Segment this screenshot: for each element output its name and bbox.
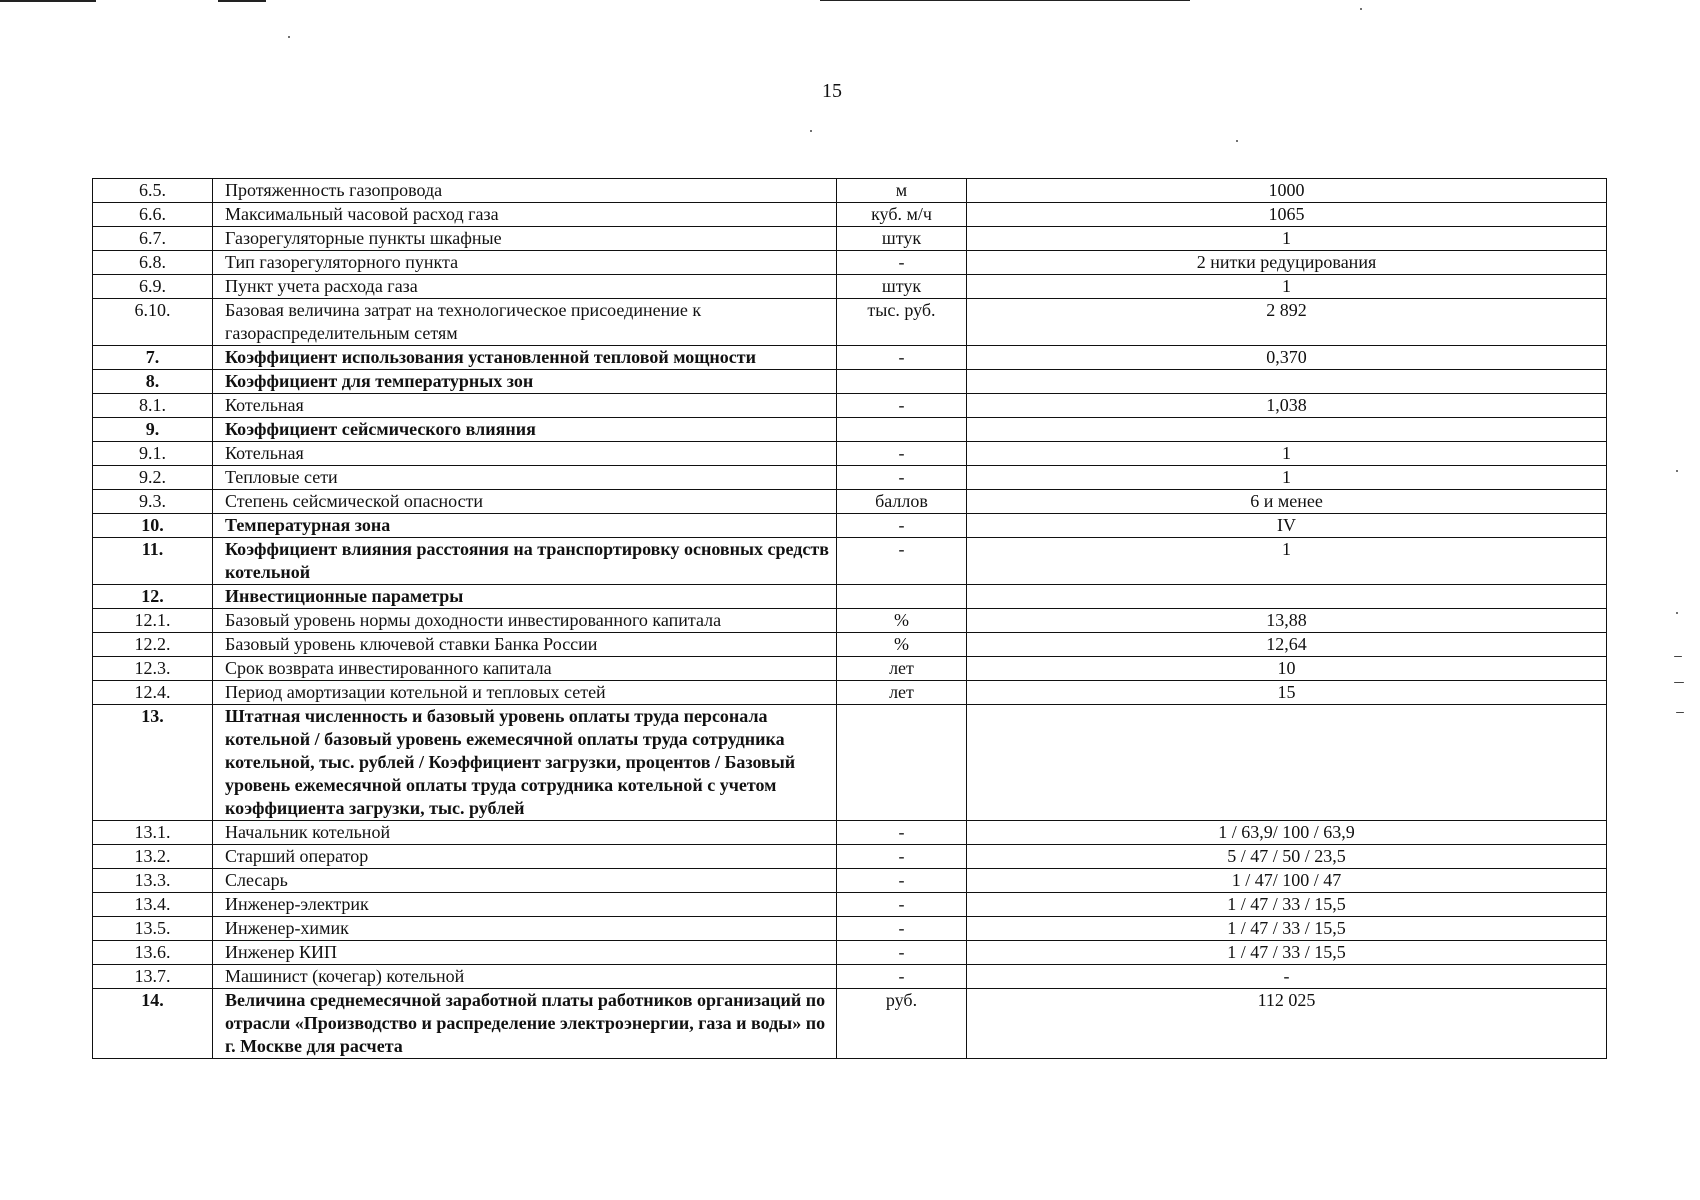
table-row — [93, 657, 1607, 681]
unit-cell: тыс. руб. — [837, 299, 967, 346]
parameter-name-cell: Инженер КИП — [213, 941, 837, 965]
scan-edge-rule — [0, 0, 96, 2]
value-cell: 1 — [967, 275, 1607, 299]
row-number-cell: 12.3. — [93, 657, 213, 681]
value-cell: 13,88 — [967, 609, 1607, 633]
unit-cell: % — [837, 609, 967, 633]
scan-edge-rule — [820, 0, 1190, 1]
table-row — [93, 394, 1607, 418]
parameter-name-cell: Величина среднемесячной заработной платы работников организаций по отрасли «Производство и распределение электроэнергии, газа и воды» по г. Москве для расчета — [213, 989, 837, 1059]
value-cell: IV — [967, 514, 1607, 538]
row-number-cell: 6.8. — [93, 251, 213, 275]
table-row — [93, 275, 1607, 299]
table-row — [93, 633, 1607, 657]
value-cell — [967, 585, 1607, 609]
unit-cell: - — [837, 442, 967, 466]
value-cell: 1 — [967, 442, 1607, 466]
unit-cell: штук — [837, 275, 967, 299]
row-number-cell: 14. — [93, 989, 213, 1059]
value-cell: 112 025 — [967, 989, 1607, 1059]
scan-speck — [1674, 682, 1684, 683]
value-cell: 1 / 47 / 33 / 15,5 — [967, 893, 1607, 917]
table-row — [93, 227, 1607, 251]
value-cell: 1 — [967, 538, 1607, 585]
parameter-name-cell: Базовый уровень нормы доходности инвестированного капитала — [213, 609, 837, 633]
table-row — [93, 609, 1607, 633]
table-row — [93, 203, 1607, 227]
scan-speck — [1236, 140, 1238, 142]
unit-cell: - — [837, 821, 967, 845]
row-number-cell: 9.3. — [93, 490, 213, 514]
unit-cell: - — [837, 514, 967, 538]
table-row — [93, 251, 1607, 275]
parameter-name-cell: Срок возврата инвестированного капитала — [213, 657, 837, 681]
unit-cell: штук — [837, 227, 967, 251]
value-cell: 6 и менее — [967, 490, 1607, 514]
parameter-name-cell: Степень сейсмической опасности — [213, 490, 837, 514]
row-number-cell: 13.1. — [93, 821, 213, 845]
scan-speck — [1676, 712, 1684, 713]
value-cell: 1 — [967, 466, 1607, 490]
table-row — [93, 538, 1607, 585]
row-number-cell: 6.9. — [93, 275, 213, 299]
scan-speck — [1676, 612, 1678, 614]
row-number-cell: 9.1. — [93, 442, 213, 466]
table-row — [93, 941, 1607, 965]
parameter-name-cell: Тип газорегуляторного пункта — [213, 251, 837, 275]
row-number-cell: 9.2. — [93, 466, 213, 490]
unit-cell: % — [837, 633, 967, 657]
table-row — [93, 514, 1607, 538]
table-row — [93, 179, 1607, 203]
table-row — [93, 466, 1607, 490]
table-row — [93, 821, 1607, 845]
row-number-cell: 12.4. — [93, 681, 213, 705]
row-number-cell: 13.4. — [93, 893, 213, 917]
parameter-name-cell: Коэффициент сейсмического влияния — [213, 418, 837, 442]
row-number-cell: 13.7. — [93, 965, 213, 989]
table-row — [93, 893, 1607, 917]
scan-speck — [810, 130, 812, 132]
parameter-name-cell: Слесарь — [213, 869, 837, 893]
unit-cell: - — [837, 845, 967, 869]
unit-cell: - — [837, 893, 967, 917]
row-number-cell: 12. — [93, 585, 213, 609]
parameter-name-cell: Котельная — [213, 394, 837, 418]
value-cell: 1 — [967, 227, 1607, 251]
parameter-name-cell: Температурная зона — [213, 514, 837, 538]
table-row — [93, 989, 1607, 1059]
scan-edge-rule — [218, 0, 266, 2]
value-cell: 0,370 — [967, 346, 1607, 370]
parameter-name-cell: Коэффициент влияния расстояния на транспортировку основных средств котельной — [213, 538, 837, 585]
value-cell: 1000 — [967, 179, 1607, 203]
table-row — [93, 370, 1607, 394]
value-cell — [967, 418, 1607, 442]
row-number-cell: 7. — [93, 346, 213, 370]
unit-cell: - — [837, 251, 967, 275]
unit-cell — [837, 370, 967, 394]
parameter-name-cell: Машинист (кочегар) котельной — [213, 965, 837, 989]
value-cell: 1 / 47 / 33 / 15,5 — [967, 917, 1607, 941]
unit-cell — [837, 705, 967, 821]
row-number-cell: 13. — [93, 705, 213, 821]
unit-cell: - — [837, 538, 967, 585]
row-number-cell: 9. — [93, 418, 213, 442]
row-number-cell: 13.3. — [93, 869, 213, 893]
unit-cell: - — [837, 869, 967, 893]
row-number-cell: 13.6. — [93, 941, 213, 965]
table-row — [93, 705, 1607, 821]
parameter-name-cell: Тепловые сети — [213, 466, 837, 490]
value-cell: 12,64 — [967, 633, 1607, 657]
table-row — [93, 869, 1607, 893]
table-row — [93, 490, 1607, 514]
parameter-name-cell: Инженер-химик — [213, 917, 837, 941]
unit-cell: - — [837, 466, 967, 490]
unit-cell — [837, 585, 967, 609]
value-cell: 2 892 — [967, 299, 1607, 346]
value-cell: 5 / 47 / 50 / 23,5 — [967, 845, 1607, 869]
unit-cell: - — [837, 917, 967, 941]
unit-cell: куб. м/ч — [837, 203, 967, 227]
row-number-cell: 8. — [93, 370, 213, 394]
scan-speck — [288, 36, 290, 38]
parameter-name-cell: Начальник котельной — [213, 821, 837, 845]
row-number-cell: 8.1. — [93, 394, 213, 418]
scan-speck — [1360, 8, 1362, 10]
table-row — [93, 418, 1607, 442]
row-number-cell: 12.1. — [93, 609, 213, 633]
unit-cell: баллов — [837, 490, 967, 514]
row-number-cell: 6.10. — [93, 299, 213, 346]
row-number-cell: 10. — [93, 514, 213, 538]
unit-cell: лет — [837, 681, 967, 705]
row-number-cell: 13.2. — [93, 845, 213, 869]
table-row — [93, 965, 1607, 989]
value-cell: 1 / 47 / 33 / 15,5 — [967, 941, 1607, 965]
unit-cell — [837, 418, 967, 442]
row-number-cell: 12.2. — [93, 633, 213, 657]
row-number-cell: 6.6. — [93, 203, 213, 227]
parameter-name-cell: Котельная — [213, 442, 837, 466]
value-cell: 2 нитки редуцирования — [967, 251, 1607, 275]
row-number-cell: 11. — [93, 538, 213, 585]
value-cell — [967, 705, 1607, 821]
parameter-name-cell: Инженер-электрик — [213, 893, 837, 917]
row-number-cell: 6.5. — [93, 179, 213, 203]
table-row — [93, 346, 1607, 370]
table-row — [93, 917, 1607, 941]
unit-cell: - — [837, 965, 967, 989]
parameters-table-body — [93, 179, 1607, 1059]
row-number-cell: 13.5. — [93, 917, 213, 941]
table-row — [93, 845, 1607, 869]
table-row — [93, 299, 1607, 346]
value-cell: 1 / 47/ 100 / 47 — [967, 869, 1607, 893]
parameter-name-cell: Старший оператор — [213, 845, 837, 869]
parameter-name-cell: Газорегуляторные пункты шкафные — [213, 227, 837, 251]
page-number: 15 — [822, 80, 842, 102]
value-cell: 1,038 — [967, 394, 1607, 418]
parameter-name-cell: Базовая величина затрат на технологическое присоединение к газораспределительным сетям — [213, 299, 837, 346]
parameter-name-cell: Инвестиционные параметры — [213, 585, 837, 609]
parameter-name-cell: Пункт учета расхода газа — [213, 275, 837, 299]
parameter-name-cell: Штатная численность и базовый уровень оплаты труда персонала котельной / базовый уровень ежемесячной оплаты труда сотрудника котельной, тыс. рублей / Коэффициент загрузки, процентов / Базовый уровень ежемесячной оплаты труда сотрудника котельной с учетом коэффициента загрузки, тыс. рублей — [213, 705, 837, 821]
table-row — [93, 585, 1607, 609]
value-cell: - — [967, 965, 1607, 989]
value-cell: 15 — [967, 681, 1607, 705]
value-cell — [967, 370, 1607, 394]
table-row — [93, 681, 1607, 705]
unit-cell: - — [837, 941, 967, 965]
unit-cell: - — [837, 394, 967, 418]
parameter-name-cell: Период амортизации котельной и тепловых сетей — [213, 681, 837, 705]
value-cell: 1065 — [967, 203, 1607, 227]
unit-cell: - — [837, 346, 967, 370]
row-number-cell: 6.7. — [93, 227, 213, 251]
value-cell: 1 / 63,9/ 100 / 63,9 — [967, 821, 1607, 845]
parameter-name-cell: Максимальный часовой расход газа — [213, 203, 837, 227]
value-cell: 10 — [967, 657, 1607, 681]
unit-cell: м — [837, 179, 967, 203]
table-row — [93, 442, 1607, 466]
parameter-name-cell: Протяженность газопровода — [213, 179, 837, 203]
unit-cell: лет — [837, 657, 967, 681]
scan-speck — [1674, 656, 1682, 657]
unit-cell: руб. — [837, 989, 967, 1059]
parameter-name-cell: Коэффициент использования установленной тепловой мощности — [213, 346, 837, 370]
parameter-name-cell: Коэффициент для температурных зон — [213, 370, 837, 394]
parameters-table — [92, 178, 1607, 1059]
scan-speck — [1676, 470, 1678, 472]
parameter-name-cell: Базовый уровень ключевой ставки Банка России — [213, 633, 837, 657]
